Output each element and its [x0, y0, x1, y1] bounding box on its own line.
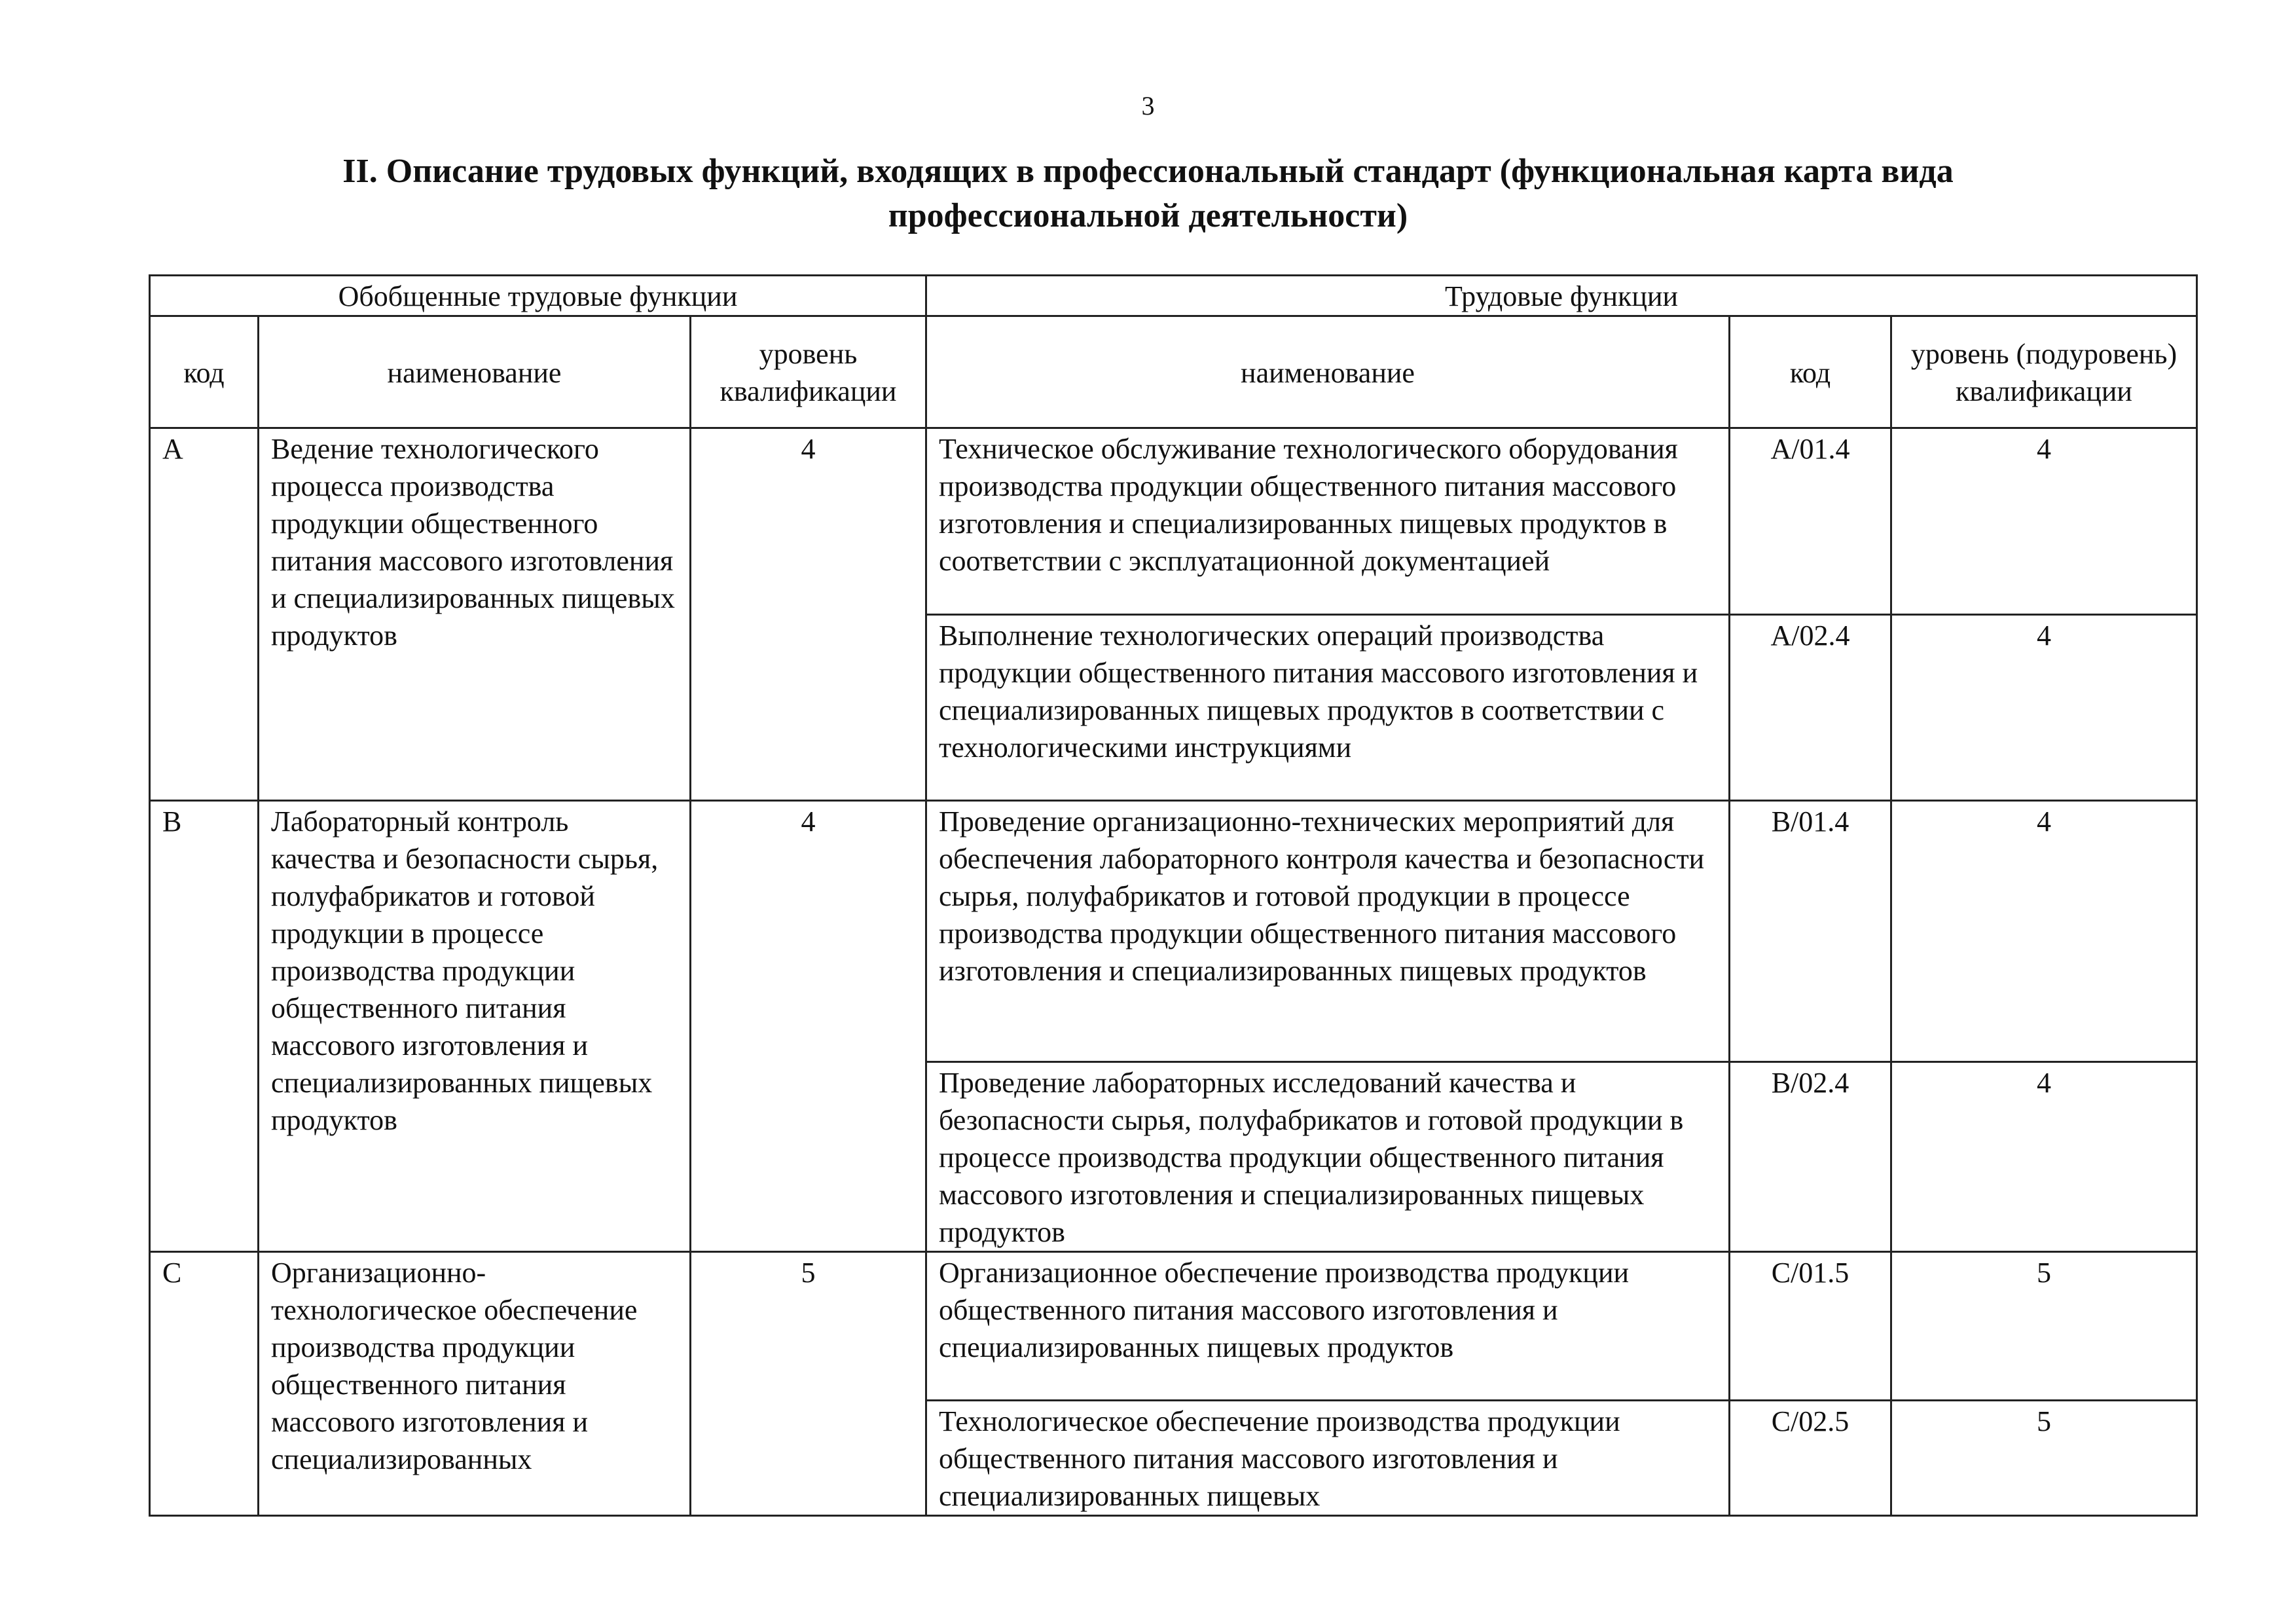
labor-functions-header: Трудовые функции: [926, 276, 2197, 316]
page-number: 3: [1141, 91, 1155, 120]
col-gen-level: уровень квалификации: [691, 316, 926, 428]
fn-name-cell: Проведение организационно-технических мероприятий для обеспечения лабораторного контроля качества и безопасности сырья, полуфабрикатов и готовой продукции в процессе производства продукции общественного питания массового изготовления и специализированных пищевых продуктов: [926, 801, 1730, 1062]
table-row: [150, 801, 2197, 1062]
gen-level-cell: 4: [691, 428, 926, 801]
gen-name-cell: Ведение технологического процесса производства продукции общественного питания массового изготовления и специализированных пищевых продуктов: [259, 428, 691, 801]
fn-code-cell: B/02.4: [1730, 1062, 1891, 1252]
col-fn-name: наименование: [926, 316, 1730, 428]
fn-name-cell: Проведение лабораторных исследований качества и безопасности сырья, полуфабрикатов и готовой продукции в процессе производства продукции общественного питания массового изготовления и специализированных пищевых продуктов: [926, 1062, 1730, 1252]
gen-code-cell: C: [150, 1252, 259, 1516]
generalized-functions-header: Обобщенные трудовые функции: [150, 276, 926, 316]
fn-code-cell: A/02.4: [1730, 615, 1891, 801]
fn-level-cell: 4: [1891, 801, 2197, 1062]
fn-level-cell: 4: [1891, 428, 2197, 615]
gen-code-cell: B: [150, 801, 259, 1252]
fn-level-cell: 4: [1891, 615, 2197, 801]
fn-level-cell: 4: [1891, 1062, 2197, 1252]
gen-level-cell: 4: [691, 801, 926, 1252]
fn-name-cell: Техническое обслуживание технологического оборудования производства продукции общественного питания массового изготовления и специализированных пищевых продуктов в соответствии с эксплуатационной документацией: [926, 428, 1730, 615]
fn-code-cell: C/02.5: [1730, 1401, 1891, 1516]
fn-name-cell: Выполнение технологических операций производства продукции общественного питания массового изготовления и специализированных пищевых продуктов в соответствии с технологическими инструкциями: [926, 615, 1730, 801]
functional-map-table: [149, 274, 2198, 1517]
gen-name-cell: Лабораторный контроль качества и безопасности сырья, полуфабрикатов и готовой продукции в процессе производства продукции общественного питания массового изготовления и специализированных пищевых продуктов: [259, 801, 691, 1252]
fn-level-cell: 5: [1891, 1401, 2197, 1516]
fn-code-cell: A/01.4: [1730, 428, 1891, 615]
gen-level-cell: 5: [691, 1252, 926, 1516]
table-row: [150, 428, 2197, 615]
fn-name-cell: Организационное обеспечение производства продукции общественного питания массового изготовления и специализированных пищевых продуктов: [926, 1252, 1730, 1401]
col-gen-name: наименование: [259, 316, 691, 428]
fn-code-cell: B/01.4: [1730, 801, 1891, 1062]
col-fn-level: уровень (подуровень) квалификации: [1891, 316, 2197, 428]
fn-name-cell: Технологическое обеспечение производства продукции общественного питания массового изготовления и специализированных пищевых: [926, 1401, 1730, 1516]
gen-code-cell: A: [150, 428, 259, 801]
fn-code-cell: C/01.5: [1730, 1252, 1891, 1401]
col-fn-code: код: [1730, 316, 1891, 428]
fn-level-cell: 5: [1891, 1252, 2197, 1401]
page-title: II. Описание трудовых функций, входящих в профессиональный стандарт (функциональная карта вида профессиональной деятельности): [342, 153, 1954, 234]
col-gen-code: код: [150, 316, 259, 428]
gen-name-cell: Организационно-технологическое обеспечение производства продукции общественного питания массового изготовления и специализированных: [259, 1252, 691, 1516]
table-row: [150, 1252, 2197, 1401]
